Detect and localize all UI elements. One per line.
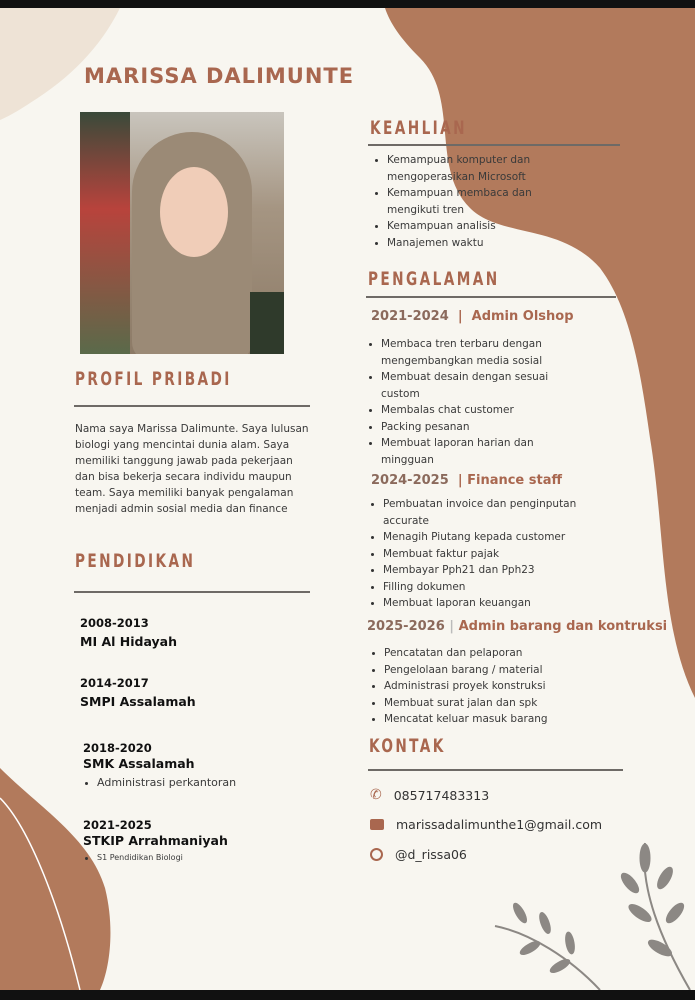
instagram-contact[interactable]: @d_rissa06 <box>370 847 467 862</box>
email-contact[interactable]: marissadalimunthe1@gmail.com <box>370 817 602 832</box>
job-title: 2025-2026 | Admin barang dan kontruksi <box>367 619 668 634</box>
education-item: 2008-2013 MI Al Hidayah <box>80 616 177 649</box>
phone-contact: ✆ 085717483313 <box>370 787 490 803</box>
mail-icon <box>370 819 384 830</box>
plant-decoration <box>495 843 690 990</box>
job-tasks: Pembuatan invoice dan penginputan accurate Menagih Piutang kepada customer Membuat faktur pajak Membayar Pph21 dan Pph23 Filling dokumen Membuat laporan keuangan <box>369 496 599 612</box>
education-item: 2014-2017 SMPI Assalamah <box>80 676 196 709</box>
profile-photo <box>80 112 284 354</box>
contact-heading: KONTAK <box>369 735 446 757</box>
profile-heading: PROFIL PRIBADI <box>75 368 232 390</box>
education-item: 2018-2020 SMK Assalamah Administrasi perkantoran <box>83 741 236 792</box>
phone-icon: ✆ <box>370 787 382 803</box>
experience-heading: PENGALAMAN <box>368 268 500 290</box>
job-title: 2024-2025 | Finance staff <box>371 473 563 488</box>
job-tasks: Pencatatan dan pelaporan Pengelolaan barang / material Administrasi proyek konstruksi Membuat surat jalan dan spk Mencatat keluar masuk barang <box>370 645 600 728</box>
cv-page <box>0 8 695 990</box>
skills-list: Kemampuan komputer dan mengoperasikan Microsoft Kemampuan membaca dan mengikuti tren Kemampuan analisis Manajemen waktu <box>373 152 583 251</box>
profile-text: Nama saya Marissa Dalimunte. Saya lulusan biologi yang mencintai dunia alam. Saya memiliki tanggung jawab pada pekerjaan dan bisa bekerja secara individu maupun team. Saya memiliki banyak pengalaman menjadi admin sosial media dan finance <box>75 423 309 515</box>
education-heading: PENDIDIKAN <box>75 550 196 572</box>
globe-icon <box>370 848 383 861</box>
job-tasks: Membaca tren terbaru dengan mengembangkan media sosial Membuat desain dengan sesuai custom Membalas chat customer Packing pesanan Membuat laporan harian dan mingguan <box>367 336 567 468</box>
education-item: 2021-2025 STKIP Arrahmaniyah S1 Pendidikan Biologi <box>83 818 228 867</box>
job-title: 2021-2024 | Admin Olshop <box>371 309 574 324</box>
candidate-name: MARISSA DALIMUNTE <box>84 64 355 88</box>
skills-heading: KEAHLIAN <box>370 117 467 139</box>
